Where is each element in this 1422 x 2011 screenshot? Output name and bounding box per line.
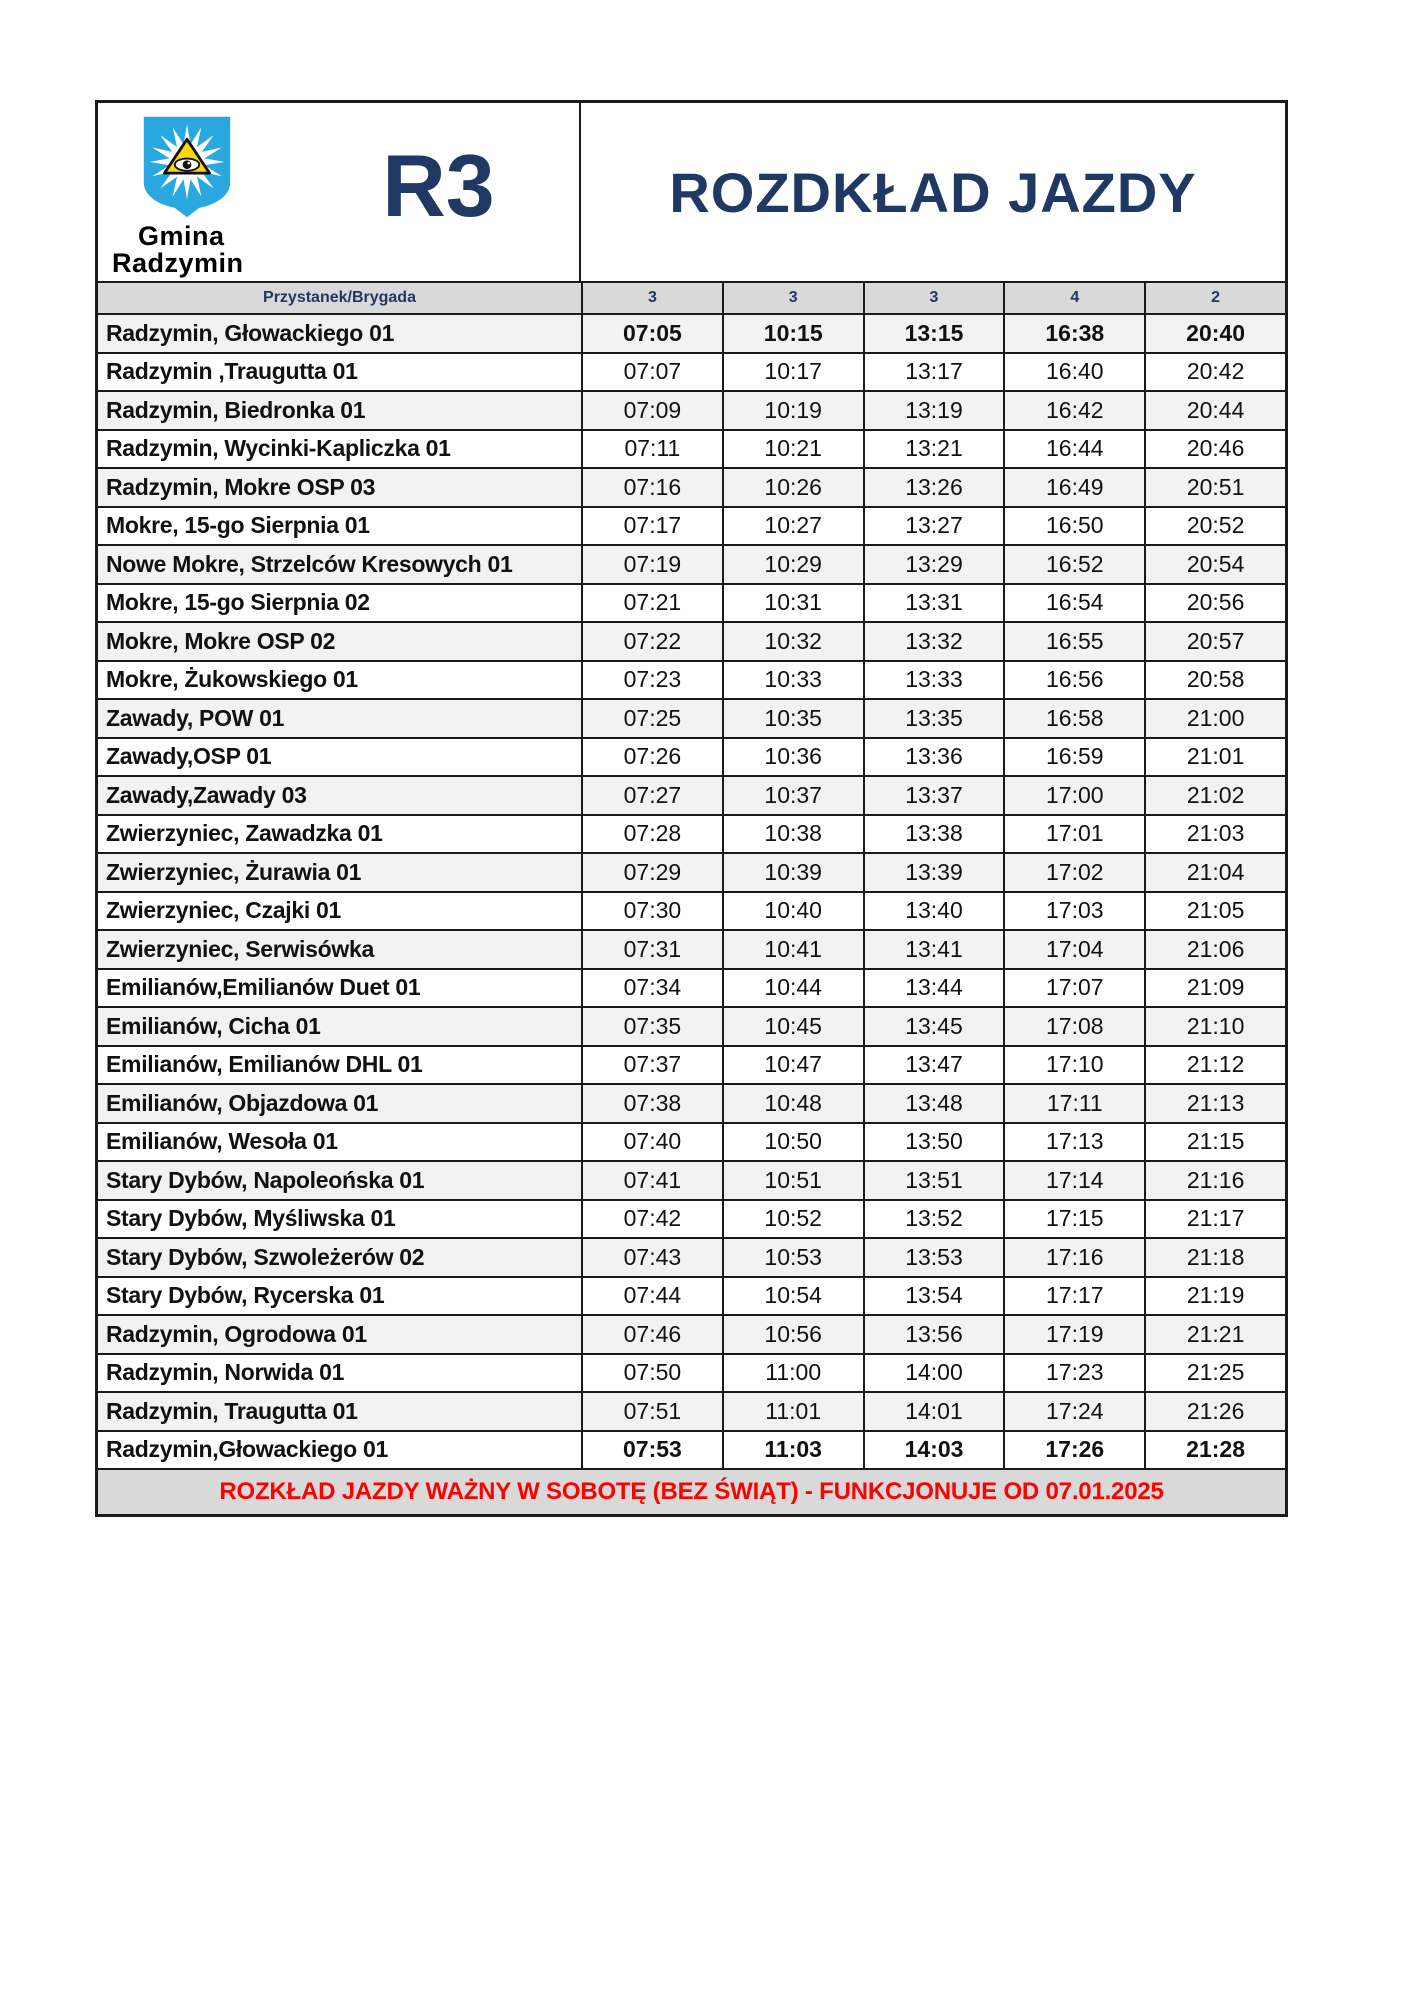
departure-time: 10:48 <box>722 1085 863 1122</box>
departure-time: 07:50 <box>581 1355 722 1392</box>
table-row <box>98 854 1285 893</box>
table-row <box>98 1162 1285 1201</box>
table-row <box>98 431 1285 470</box>
departure-time: 10:37 <box>722 777 863 814</box>
departure-time: 13:54 <box>863 1278 1004 1315</box>
departure-time: 10:41 <box>722 931 863 968</box>
departure-time: 13:37 <box>863 777 1004 814</box>
timetable-body <box>98 315 1285 1470</box>
departure-time: 07:37 <box>581 1047 722 1084</box>
departure-time: 21:12 <box>1144 1047 1285 1084</box>
departure-time: 10:29 <box>722 546 863 583</box>
gmina-radzymin-crest-icon <box>140 113 234 221</box>
stop-name: Zwierzyniec, Żurawia 01 <box>106 858 362 885</box>
stop-name: Mokre, Żukowskiego 01 <box>106 666 358 693</box>
table-row <box>98 392 1285 431</box>
table-row <box>98 662 1285 701</box>
brigade-number: 3 <box>581 283 722 313</box>
departure-time: 13:17 <box>863 354 1004 391</box>
departure-time: 07:43 <box>581 1239 722 1276</box>
departure-time: 13:29 <box>863 546 1004 583</box>
departure-time: 17:15 <box>1003 1201 1144 1238</box>
departure-time: 07:09 <box>581 392 722 429</box>
departure-time: 11:01 <box>722 1393 863 1430</box>
departure-time: 10:33 <box>722 662 863 699</box>
stop-name: Stary Dybów, Myśliwska 01 <box>106 1205 396 1232</box>
departure-time: 10:56 <box>722 1316 863 1353</box>
departure-time: 10:52 <box>722 1201 863 1238</box>
stop-name: Emilianów, Cicha 01 <box>106 1012 321 1039</box>
departure-time: 07:26 <box>581 739 722 776</box>
municipality-name <box>112 223 244 277</box>
departure-time: 13:48 <box>863 1085 1004 1122</box>
stop-name: Stary Dybów, Szwoleżerów 02 <box>106 1243 425 1270</box>
departure-time: 10:47 <box>722 1047 863 1084</box>
table-row <box>98 1239 1285 1278</box>
departure-time: 21:02 <box>1144 777 1285 814</box>
stop-name: Radzymin, Norwida 01 <box>106 1359 345 1386</box>
departure-time: 20:52 <box>1144 508 1285 545</box>
table-row <box>98 1047 1285 1086</box>
departure-time: 21:16 <box>1144 1162 1285 1199</box>
stop-name: Radzymin, Głowackiego 01 <box>106 319 395 346</box>
departure-time: 13:36 <box>863 739 1004 776</box>
departure-time: 10:51 <box>722 1162 863 1199</box>
departure-time: 17:00 <box>1003 777 1144 814</box>
departure-time: 21:28 <box>1144 1432 1285 1469</box>
table-row <box>98 1124 1285 1163</box>
table-row <box>98 508 1285 547</box>
departure-time: 07:30 <box>581 893 722 930</box>
departure-time: 21:19 <box>1144 1278 1285 1315</box>
departure-time: 10:17 <box>722 354 863 391</box>
departure-time: 21:17 <box>1144 1201 1285 1238</box>
departure-time: 21:26 <box>1144 1393 1285 1430</box>
departure-time: 13:47 <box>863 1047 1004 1084</box>
departure-time: 16:58 <box>1003 700 1144 737</box>
stop-name: Radzymin ,Traugutta 01 <box>106 358 358 385</box>
table-row <box>98 1085 1285 1124</box>
departure-time: 13:51 <box>863 1162 1004 1199</box>
departure-time: 07:35 <box>581 1008 722 1045</box>
table-row <box>98 1008 1285 1047</box>
departure-time: 13:50 <box>863 1124 1004 1161</box>
departure-time: 11:00 <box>722 1355 863 1392</box>
stop-name: Stary Dybów, Rycerska 01 <box>106 1282 385 1309</box>
departure-time: 07:07 <box>581 354 722 391</box>
departure-time: 07:40 <box>581 1124 722 1161</box>
table-row <box>98 1278 1285 1317</box>
brigade-number: 3 <box>722 283 863 313</box>
departure-time: 10:26 <box>722 469 863 506</box>
departure-time: 07:41 <box>581 1162 722 1199</box>
departure-time: 16:50 <box>1003 508 1144 545</box>
departure-time: 14:03 <box>863 1432 1004 1469</box>
table-row <box>98 777 1285 816</box>
departure-time: 07:23 <box>581 662 722 699</box>
table-row <box>98 1393 1285 1432</box>
stop-name: Radzymin, Traugutta 01 <box>106 1397 358 1424</box>
departure-time: 21:13 <box>1144 1085 1285 1122</box>
departure-time: 10:38 <box>722 816 863 853</box>
departure-time: 21:18 <box>1144 1239 1285 1276</box>
departure-time: 21:10 <box>1144 1008 1285 1045</box>
departure-time: 10:53 <box>722 1239 863 1276</box>
validity-note: ROZKŁAD JAZDY WAŻNY W SOBOTĘ (BEZ ŚWIĄT) - FUNKCJONUJE OD 07.01.2025 <box>219 1478 1164 1505</box>
stop-name: Emilianów, Wesoła 01 <box>106 1128 338 1155</box>
header-band <box>98 103 1285 283</box>
stop-name: Emilianów, Objazdowa 01 <box>106 1089 379 1116</box>
stop-name: Radzymin, Mokre OSP 03 <box>106 473 376 500</box>
departure-time: 17:16 <box>1003 1239 1144 1276</box>
timetable-sheet <box>95 100 1288 1517</box>
departure-time: 16:52 <box>1003 546 1144 583</box>
table-row <box>98 970 1285 1009</box>
departure-time: 20:46 <box>1144 431 1285 468</box>
table-row <box>98 1432 1285 1471</box>
departure-time: 20:54 <box>1144 546 1285 583</box>
table-row <box>98 1201 1285 1240</box>
table-row <box>98 816 1285 855</box>
departure-time: 07:27 <box>581 777 722 814</box>
departure-time: 20:58 <box>1144 662 1285 699</box>
departure-time: 21:25 <box>1144 1355 1285 1392</box>
departure-time: 13:53 <box>863 1239 1004 1276</box>
departure-time: 07:25 <box>581 700 722 737</box>
brigade-number: 3 <box>863 283 1004 313</box>
stop-name: Emilianów,Emilianów Duet 01 <box>106 974 421 1001</box>
table-row <box>98 315 1285 354</box>
departure-time: 17:07 <box>1003 970 1144 1007</box>
departure-time: 07:38 <box>581 1085 722 1122</box>
column-header-row <box>98 283 1285 315</box>
departure-time: 13:31 <box>863 585 1004 622</box>
stop-name: Nowe Mokre, Strzelców Kresowych 01 <box>106 550 513 577</box>
departure-time: 07:16 <box>581 469 722 506</box>
stop-name: Mokre, Mokre OSP 02 <box>106 627 336 654</box>
departure-time: 17:01 <box>1003 816 1144 853</box>
departure-time: 10:19 <box>722 392 863 429</box>
table-row <box>98 354 1285 393</box>
departure-time: 17:08 <box>1003 1008 1144 1045</box>
departure-time: 10:54 <box>722 1278 863 1315</box>
departure-time: 07:34 <box>581 970 722 1007</box>
departure-time: 16:59 <box>1003 739 1144 776</box>
departure-time: 17:04 <box>1003 931 1144 968</box>
departure-time: 10:31 <box>722 585 863 622</box>
departure-time: 17:03 <box>1003 893 1144 930</box>
departure-time: 16:56 <box>1003 662 1144 699</box>
departure-time: 17:19 <box>1003 1316 1144 1353</box>
page-title: ROZDKŁAD JAZDY <box>669 160 1197 224</box>
stop-name: Emilianów, Emilianów DHL 01 <box>106 1051 423 1078</box>
departure-time: 07:44 <box>581 1278 722 1315</box>
departure-time: 11:03 <box>722 1432 863 1469</box>
departure-time: 20:51 <box>1144 469 1285 506</box>
stop-name: Stary Dybów, Napoleońska 01 <box>106 1166 425 1193</box>
stop-name: Radzymin, Wycinki-Kapliczka 01 <box>106 435 451 462</box>
departure-time: 20:40 <box>1144 315 1285 352</box>
stop-name: Radzymin, Ogrodowa 01 <box>106 1320 367 1347</box>
departure-time: 10:50 <box>722 1124 863 1161</box>
departure-time: 10:35 <box>722 700 863 737</box>
departure-time: 21:03 <box>1144 816 1285 853</box>
departure-time: 10:40 <box>722 893 863 930</box>
departure-time: 13:41 <box>863 931 1004 968</box>
departure-time: 10:27 <box>722 508 863 545</box>
header-left-cell <box>98 103 581 281</box>
departure-time: 20:57 <box>1144 623 1285 660</box>
departure-time: 20:44 <box>1144 392 1285 429</box>
departure-time: 13:21 <box>863 431 1004 468</box>
departure-time: 21:01 <box>1144 739 1285 776</box>
departure-time: 21:00 <box>1144 700 1285 737</box>
stop-name: Zawady,OSP 01 <box>106 743 272 770</box>
municipality-name-line2: Radzymin <box>112 248 244 278</box>
departure-time: 16:44 <box>1003 431 1144 468</box>
brigade-number: 2 <box>1144 283 1285 313</box>
stop-name: Radzymin,Głowackiego 01 <box>106 1436 388 1463</box>
stop-name: Mokre, 15-go Sierpnia 01 <box>106 512 370 539</box>
departure-time: 07:53 <box>581 1432 722 1469</box>
stop-name: Zawady, POW 01 <box>106 704 285 731</box>
departure-time: 07:46 <box>581 1316 722 1353</box>
table-row <box>98 739 1285 778</box>
departure-time: 21:06 <box>1144 931 1285 968</box>
table-row <box>98 893 1285 932</box>
departure-time: 10:45 <box>722 1008 863 1045</box>
table-row <box>98 1355 1285 1394</box>
departure-time: 14:01 <box>863 1393 1004 1430</box>
stop-name: Radzymin, Biedronka 01 <box>106 396 366 423</box>
stop-column-header: Przystanek/Brygada <box>263 289 416 306</box>
departure-time: 07:31 <box>581 931 722 968</box>
departure-time: 13:32 <box>863 623 1004 660</box>
departure-time: 17:14 <box>1003 1162 1144 1199</box>
departure-time: 16:49 <box>1003 469 1144 506</box>
departure-time: 07:51 <box>581 1393 722 1430</box>
departure-time: 16:42 <box>1003 392 1144 429</box>
route-number: R3 <box>382 136 495 235</box>
table-row <box>98 1316 1285 1355</box>
departure-time: 13:33 <box>863 662 1004 699</box>
departure-time: 13:56 <box>863 1316 1004 1353</box>
departure-time: 13:26 <box>863 469 1004 506</box>
departure-time: 07:28 <box>581 816 722 853</box>
departure-time: 13:45 <box>863 1008 1004 1045</box>
brigade-number: 4 <box>1003 283 1144 313</box>
departure-time: 07:11 <box>581 431 722 468</box>
departure-time: 13:44 <box>863 970 1004 1007</box>
header-right-cell <box>581 103 1285 281</box>
departure-time: 10:15 <box>722 315 863 352</box>
departure-time: 16:54 <box>1003 585 1144 622</box>
departure-time: 13:15 <box>863 315 1004 352</box>
departure-time: 10:36 <box>722 739 863 776</box>
departure-time: 13:40 <box>863 893 1004 930</box>
departure-time: 17:10 <box>1003 1047 1144 1084</box>
departure-time: 21:09 <box>1144 970 1285 1007</box>
departure-time: 16:55 <box>1003 623 1144 660</box>
departure-time: 21:15 <box>1144 1124 1285 1161</box>
departure-time: 13:39 <box>863 854 1004 891</box>
departure-time: 07:17 <box>581 508 722 545</box>
departure-time: 17:23 <box>1003 1355 1144 1392</box>
municipality-name-line1: Gmina <box>138 221 225 251</box>
departure-time: 13:35 <box>863 700 1004 737</box>
departure-time: 13:38 <box>863 816 1004 853</box>
departure-time: 17:13 <box>1003 1124 1144 1161</box>
departure-time: 14:00 <box>863 1355 1004 1392</box>
departure-time: 07:29 <box>581 854 722 891</box>
departure-time: 07:42 <box>581 1201 722 1238</box>
departure-time: 17:26 <box>1003 1432 1144 1469</box>
departure-time: 07:21 <box>581 585 722 622</box>
departure-time: 20:42 <box>1144 354 1285 391</box>
table-row <box>98 469 1285 508</box>
table-row <box>98 931 1285 970</box>
departure-time: 17:24 <box>1003 1393 1144 1430</box>
table-row <box>98 546 1285 585</box>
departure-time: 17:17 <box>1003 1278 1144 1315</box>
departure-time: 17:11 <box>1003 1085 1144 1122</box>
departure-time: 21:05 <box>1144 893 1285 930</box>
municipality-logo-block <box>98 103 298 281</box>
departure-time: 13:27 <box>863 508 1004 545</box>
departure-time: 13:19 <box>863 392 1004 429</box>
stop-name: Mokre, 15-go Sierpnia 02 <box>106 589 370 616</box>
stop-name: Zwierzyniec, Czajki 01 <box>106 897 342 924</box>
table-row <box>98 623 1285 662</box>
departure-time: 10:21 <box>722 431 863 468</box>
departure-time: 20:56 <box>1144 585 1285 622</box>
footer-row <box>98 1470 1285 1514</box>
departure-time: 13:52 <box>863 1201 1004 1238</box>
stop-name: Zawady,Zawady 03 <box>106 781 307 808</box>
table-row <box>98 585 1285 624</box>
departure-time: 16:38 <box>1003 315 1144 352</box>
stop-name: Zwierzyniec, Zawadzka 01 <box>106 820 383 847</box>
departure-time: 07:19 <box>581 546 722 583</box>
departure-time: 10:32 <box>722 623 863 660</box>
stop-name: Zwierzyniec, Serwisówka <box>106 935 374 962</box>
departure-time: 07:05 <box>581 315 722 352</box>
departure-time: 10:44 <box>722 970 863 1007</box>
table-row <box>98 700 1285 739</box>
departure-time: 17:02 <box>1003 854 1144 891</box>
departure-time: 16:40 <box>1003 354 1144 391</box>
departure-time: 21:21 <box>1144 1316 1285 1353</box>
departure-time: 10:39 <box>722 854 863 891</box>
departure-time: 21:04 <box>1144 854 1285 891</box>
departure-time: 07:22 <box>581 623 722 660</box>
